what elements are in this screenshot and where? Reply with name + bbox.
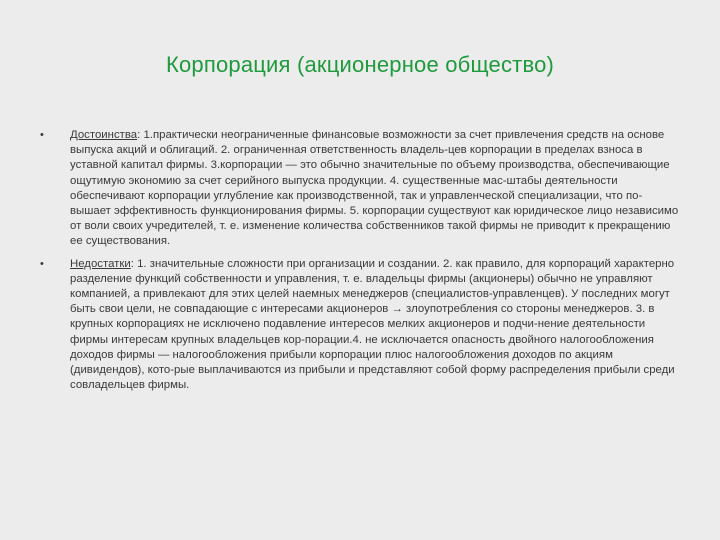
bullet-advantages [40,128,680,250]
bullet-disadvantages [40,257,680,394]
slide-title: Корпорация (акционерное общество) [165,52,555,77]
disadvantages-term: Недостатки [70,257,131,270]
bullet-marker: • [40,129,44,141]
bullet-marker: • [40,257,44,270]
disadvantages-text: : 1. значительные сложности при организации и создании. 2. как правило, для корпораций характерно разделение функций собственности и управления, т. е. владельцы фирмы (акционеры) обычно не управляют компанией, а привлекают для этих целей наемных менеджеров (специалистов-управленцев). У последних могут быть свои цели, не совпадающие с интересами акционеров → злоупотребления со стороны менеджеров. 3. в крупных корпорациях не исключено подавление интересов мелких акционеров и подчи-нение деятельности фирмы интересам крупных владельцев кор-порации.4. не исключается опасность двойного налогообложения доходов фирмы — налогообложения прибыли корпорации плюс налогообложения доходов по акциям (дивидендов), кото-рые выплачиваются из прибыли и представляют собой форму распределения прибыли среди совладельцев фирмы. [70,257,675,392]
bullet-list [40,128,680,400]
advantages-text: : 1.практически неограниченные финансовые возможности за счет привлечения средств на основе выпуска акций и облигаций. 2. ограниченная ответственность владель-цев корпорации в пределах взноса в уставной капитал фирмы. 3.корпорации — это обычно значительные по объему производства, обеспечивающие ощутимую экономию за счет серийного выпуска продукции. 4. существенные мас-штабы деятельности обеспечивают корпорации углубление как производственной, так и управленческой специализации, что по-вышает эффективность функционирования фирмы. 5. корпорации существуют как юридическое лицо независимо от воли своих учредителей, т. е. изменение количества собственников такой фирмы не приводит к прекращению ее существования. [70,129,679,248]
advantages-term: Достоинства [70,129,138,141]
